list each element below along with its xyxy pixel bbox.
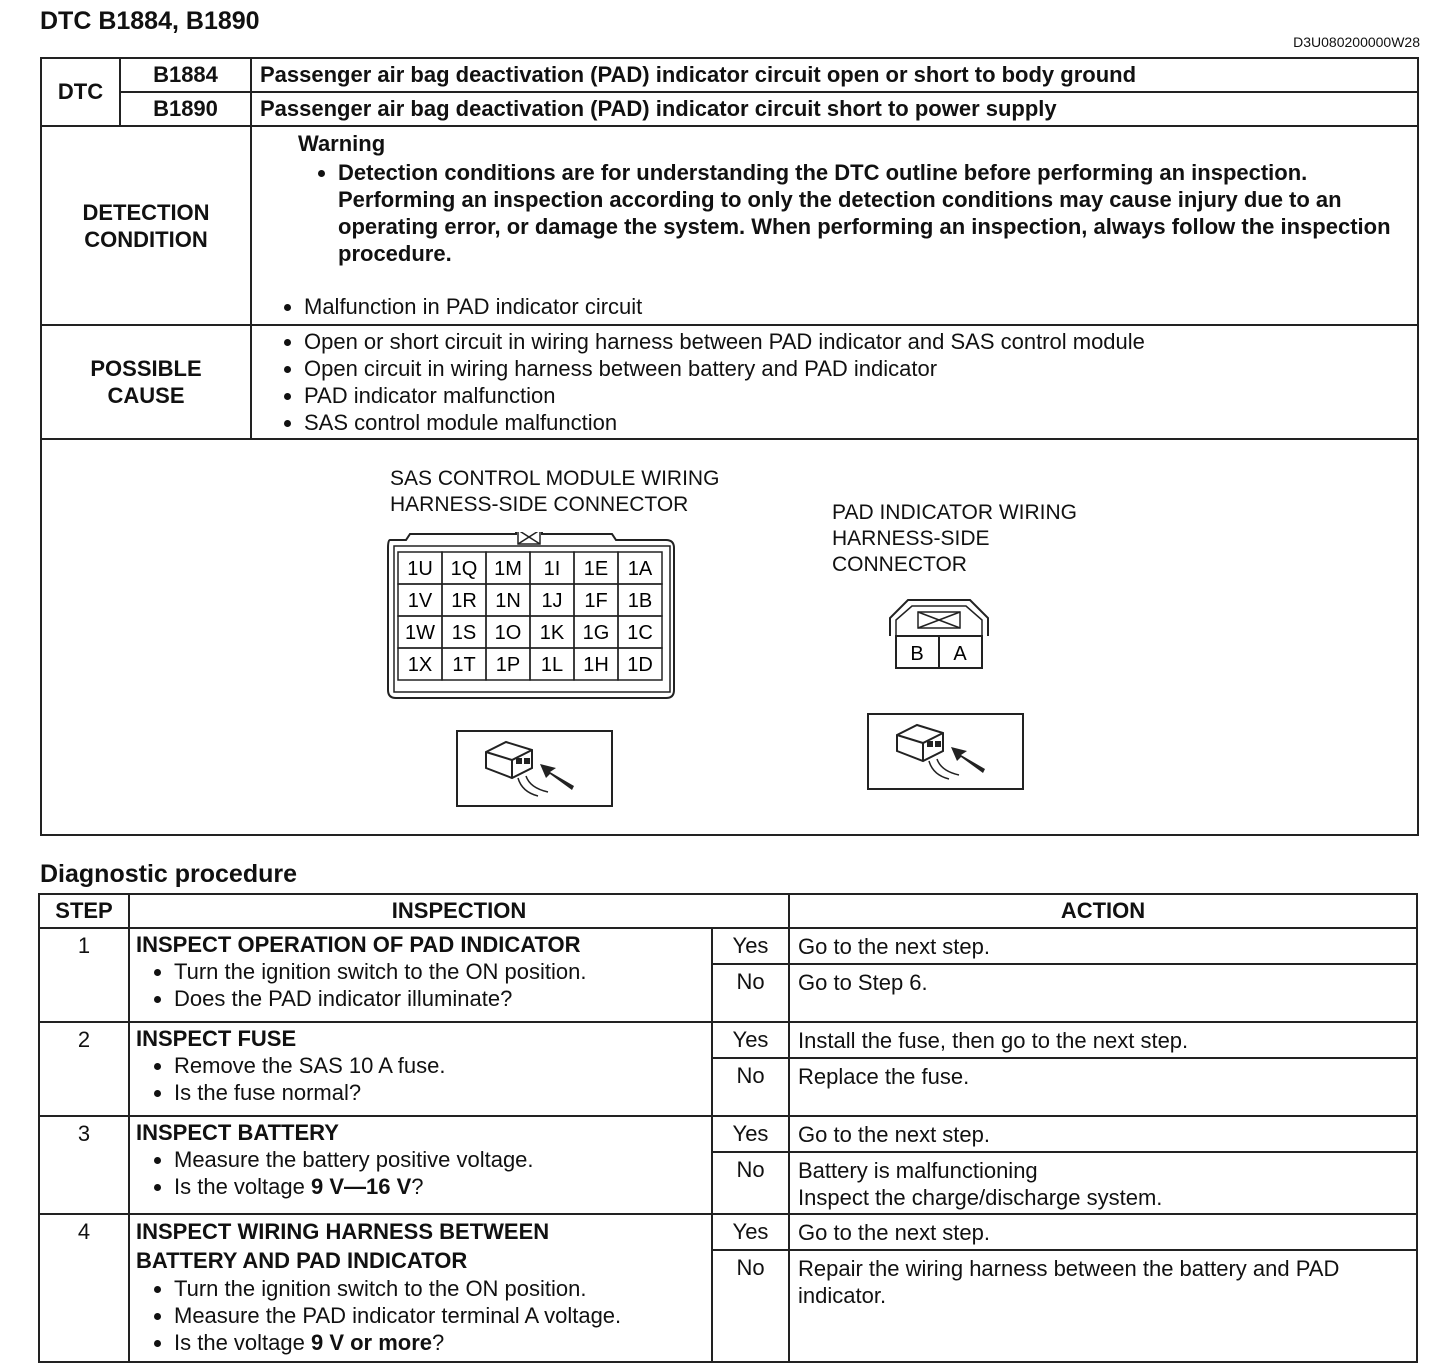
step-number: 1 (39, 928, 129, 1022)
no-action: Repair the wiring harness between the battery and PAD indicator. (789, 1250, 1417, 1362)
inspection-item: • Measure the PAD indicator terminal A voltage. (174, 1302, 705, 1329)
inspection-item: • Remove the SAS 10 A fuse. (174, 1052, 705, 1079)
pad-connector (884, 592, 994, 672)
inspection-title: INSPECT OPERATION OF PAD INDICATOR (136, 932, 581, 957)
sas-pin-label: 1B (627, 590, 653, 612)
sas-connector-label: SAS CONTROL MODULE WIRING HARNESS-SIDE CONNECTOR (390, 467, 720, 516)
sas-pin-label: 1E (583, 558, 609, 580)
sas-pin-label: 1L (540, 654, 564, 676)
view-direction-icon (867, 713, 1025, 791)
sas-pin-label: 1I (543, 558, 561, 580)
sas-pin-label: 1P (495, 654, 521, 676)
sas-pin-label: 1M (494, 558, 522, 580)
no-label: No (712, 1058, 789, 1116)
dtc-description: Passenger air bag deactivation (PAD) indicator circuit open or short to body ground (251, 58, 1418, 92)
yes-label: Yes (712, 928, 789, 964)
diagnostic-procedure-title: Diagnostic procedure (40, 860, 297, 888)
sas-pin-label: 1F (584, 590, 608, 612)
yes-label: Yes (712, 1116, 789, 1152)
document-code: D3U080200000W28 (1293, 34, 1420, 50)
cause-item: • Open circuit in wiring harness between battery and PAD indicator (304, 355, 1409, 382)
view-direction-icon (456, 730, 614, 808)
inspection-title: INSPECT BATTERY (136, 1120, 339, 1145)
dtc-code: B1890 (120, 92, 251, 126)
no-action: Battery is malfunctioning Inspect the charge/discharge system. (789, 1152, 1417, 1214)
inspection-item: • Does the PAD indicator illuminate? (174, 985, 705, 1012)
sas-pin-label: 1R (451, 590, 477, 612)
possible-cause-cell (251, 325, 1418, 439)
diagnostic-procedure-table (38, 893, 1418, 1363)
sas-pin-label: 1V (407, 590, 433, 612)
no-label: No (712, 1250, 789, 1362)
sas-pin-label: 1W (405, 622, 435, 644)
yes-action: Install the fuse, then go to the next step. (789, 1022, 1417, 1058)
inspection-cell (129, 928, 712, 1022)
sas-pin-label: 1T (452, 654, 476, 676)
sas-pin-label: 1N (495, 590, 521, 612)
no-action: Replace the fuse. (789, 1058, 1417, 1116)
cause-item: • SAS control module malfunction (304, 409, 1409, 436)
page-title: DTC B1884, B1890 (40, 7, 260, 35)
yes-label: Yes (712, 1022, 789, 1058)
inspection-item: • Measure the battery positive voltage. (174, 1146, 705, 1173)
detection-condition-header: DETECTION CONDITION (41, 126, 251, 325)
inspection-title: INSPECT FUSE (136, 1026, 297, 1051)
yes-action: Go to the next step. (789, 1214, 1417, 1250)
inspection-item: • Turn the ignition switch to the ON position. (174, 1275, 705, 1302)
detection-condition-cell (251, 126, 1418, 325)
yes-label: Yes (712, 1214, 789, 1250)
pad-pin: B (910, 643, 924, 665)
inspection-item: • Is the fuse normal? (174, 1079, 705, 1106)
detection-item: • Malfunction in PAD indicator circuit (304, 293, 1409, 320)
connector-diagram (41, 439, 1418, 835)
step-number: 2 (39, 1022, 129, 1116)
dtc-code: B1884 (120, 58, 251, 92)
no-action: Go to Step 6. (789, 964, 1417, 1022)
sas-pin-label: 1A (627, 558, 653, 580)
action-header: ACTION (789, 894, 1417, 928)
inspection-item: • Is the voltage 9 V or more? (174, 1329, 705, 1356)
possible-cause-header: POSSIBLE CAUSE (41, 325, 251, 439)
inspection-header: INSPECTION (129, 894, 789, 928)
inspection-item: • Turn the ignition switch to the ON position. (174, 958, 705, 985)
sas-pin-label: 1H (583, 654, 609, 676)
sas-pin-label: 1Q (450, 558, 478, 580)
inspection-title: INSPECT WIRING HARNESS BETWEEN BATTERY AND PAD INDICATOR (136, 1219, 550, 1273)
cause-item: • Open or short circuit in wiring harness between PAD indicator and SAS control module (304, 328, 1409, 355)
sas-pin-label: 1U (407, 558, 433, 580)
sas-connector (382, 532, 682, 704)
warning-text: • Detection conditions are for understanding the DTC outline before performing an inspection. Performing an inspection according to only the detection conditions may cause injury due to an operating error, or damage the system. When performing an inspection, always follow the inspection procedure. (338, 159, 1409, 267)
dtc-info-table (40, 57, 1419, 836)
dtc-header: DTC (41, 58, 120, 126)
sas-pin-label: 1J (541, 590, 563, 612)
sas-pin-label: 1G (582, 622, 610, 644)
no-label: No (712, 1152, 789, 1214)
sas-pin-label: 1O (494, 622, 522, 644)
step-header: STEP (39, 894, 129, 928)
cause-item: • PAD indicator malfunction (304, 382, 1409, 409)
inspection-cell (129, 1116, 712, 1214)
warning-title: Warning (298, 131, 386, 156)
sas-pin-label: 1C (627, 622, 653, 644)
inspection-cell (129, 1214, 712, 1362)
inspection-cell (129, 1022, 712, 1116)
step-number: 4 (39, 1214, 129, 1362)
sas-pin-label: 1S (451, 622, 477, 644)
sas-pin-label: 1X (407, 654, 433, 676)
sas-pin-label: 1D (627, 654, 653, 676)
sas-pin-label: 1K (539, 622, 565, 644)
yes-action: Go to the next step. (789, 928, 1417, 964)
pad-connector-label: PAD INDICATOR WIRING HARNESS-SIDE CONNECTOR (832, 501, 1078, 576)
dtc-description: Passenger air bag deactivation (PAD) indicator circuit short to power supply (251, 92, 1418, 126)
step-number: 3 (39, 1116, 129, 1214)
no-label: No (712, 964, 789, 1022)
pad-pin: A (953, 643, 967, 665)
yes-action: Go to the next step. (789, 1116, 1417, 1152)
inspection-item: • Is the voltage 9 V—16 V? (174, 1173, 705, 1200)
